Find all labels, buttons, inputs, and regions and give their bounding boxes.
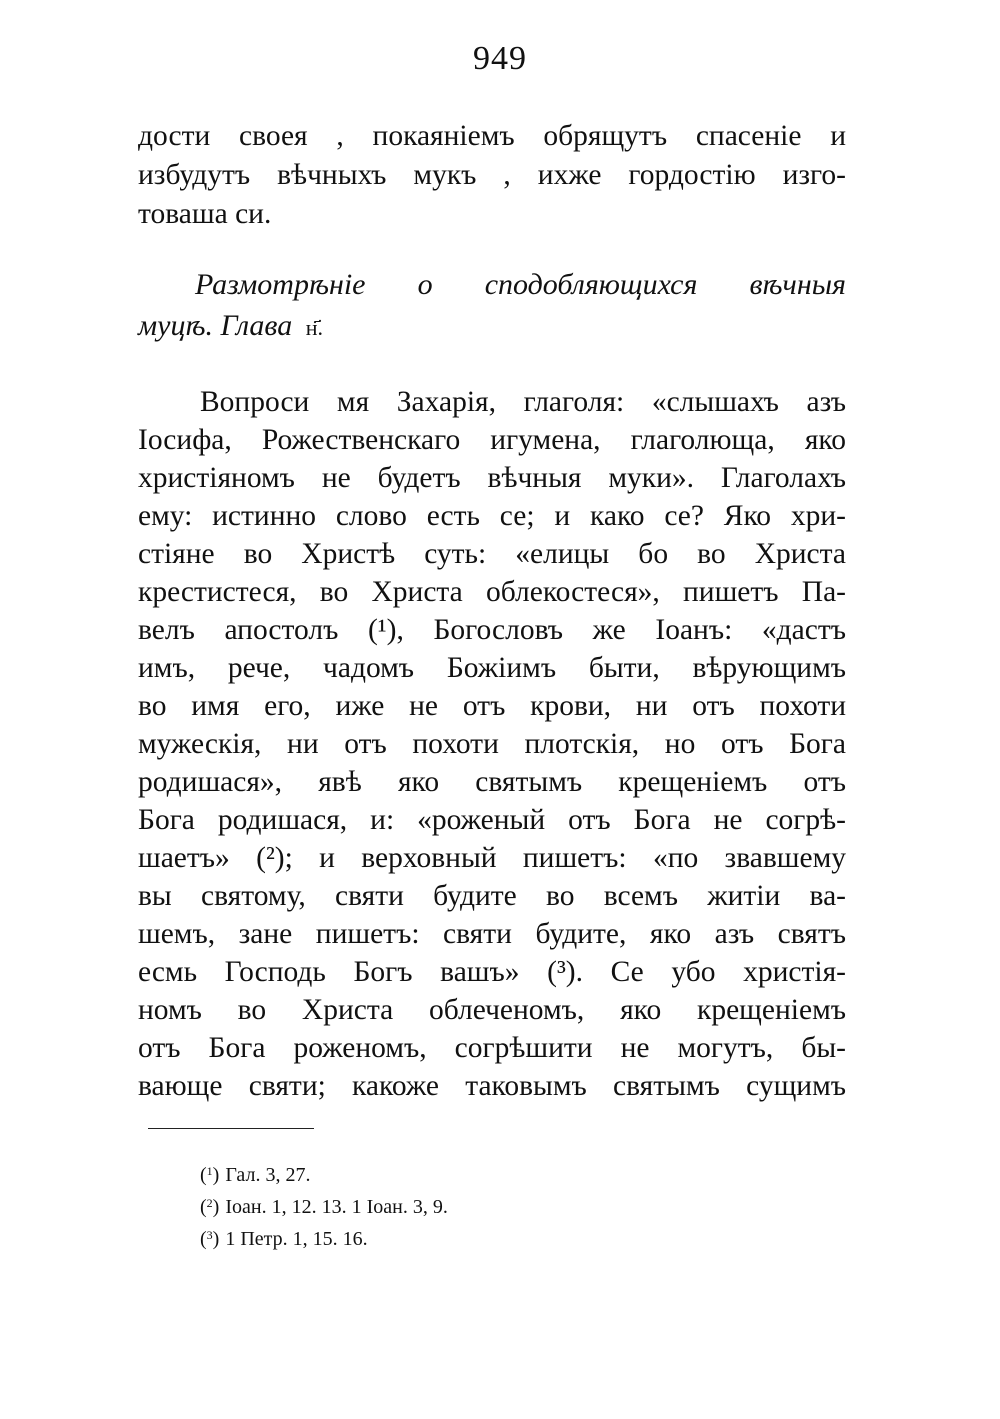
page-number: 949: [473, 40, 527, 77]
text-line: дости своея , покаяніемъ обрящутъ спасеніе и: [138, 120, 846, 152]
footnote: [200, 1222, 368, 1252]
chapter-numeral: н҃.: [305, 315, 323, 340]
heading-line: [138, 307, 323, 347]
footnote-divider: [148, 1128, 314, 1129]
text-line: отъ Бога роженомъ, согрѣшити не могутъ, бы-: [138, 1032, 846, 1064]
heading-text: муцѣ. Глава: [138, 309, 293, 342]
text-line: шемъ, зане пишетъ: святи будите, яко азъ святъ: [138, 918, 846, 950]
footnote-mark: ($^3$): [200, 1228, 220, 1250]
text-line: имъ, рече, чадомъ Божіимъ быти, вѣрующимъ: [138, 652, 846, 684]
text-line: ему: истинно слово есть се; и како се? Яко хри-: [138, 500, 846, 532]
footnote: [200, 1190, 448, 1220]
footnote-text: Гал. 3, 27.: [225, 1164, 311, 1186]
text-line: есмь Господь Богъ вашъ» (³). Се убо христія-: [138, 956, 846, 988]
text-line: велъ апостолъ (¹), Богословъ же Іоанъ: «дастъ: [138, 614, 846, 646]
text-line: Вопроси мя Захарія, глаголя: «слышахъ азъ: [200, 386, 846, 418]
text-line: избудутъ вѣчныхъ мукъ , ихже гордостію изго-: [138, 159, 846, 191]
footnote-mark: ($^1$): [200, 1164, 220, 1186]
footnote-text: 1 Петр. 1, 15. 16.: [225, 1228, 368, 1250]
text-line: вы святому, святи будите во всемъ житіи ва-: [138, 880, 846, 912]
text-line: стіяне во Христѣ суть: «елицы бо во Христа: [138, 538, 846, 570]
text-line: крестистеся, во Христа облекостеся», пишетъ Па-: [138, 576, 846, 608]
text-line: товаша си.: [138, 198, 272, 230]
text-line: Іосифа, Рожественскаго игумена, глаголюща, яко: [138, 424, 846, 456]
text-line: номъ во Христа облеченомъ, яко крещеніемъ: [138, 994, 846, 1026]
text-line: родишася», явѣ яко святымъ крещеніемъ отъ: [138, 766, 846, 798]
footnote-text: Іоан. 1, 12. 13. 1 Іоан. 3, 9.: [225, 1196, 448, 1218]
text-line: христіяномъ не будетъ вѣчныя муки». Глаголахъ: [138, 462, 846, 494]
text-line: шаетъ» (²); и верховный пишетъ: «по звавшему: [138, 842, 846, 874]
footnote-mark: ($^2$): [200, 1196, 220, 1218]
footnote: [200, 1158, 310, 1188]
text-line: мужескія, ни отъ похоти плотскія, но отъ Бога: [138, 728, 846, 760]
heading-line: Размотрѣніе о сподобляющихся вѣчныя: [195, 268, 846, 301]
text-line: вающе святи; какоже таковымъ святымъ сущимъ: [138, 1070, 846, 1102]
text-line: Бога родишася, и: «роженый отъ Бога не согрѣ-: [138, 804, 846, 836]
text-line: во имя его, иже не отъ крови, ни отъ похоти: [138, 690, 846, 722]
